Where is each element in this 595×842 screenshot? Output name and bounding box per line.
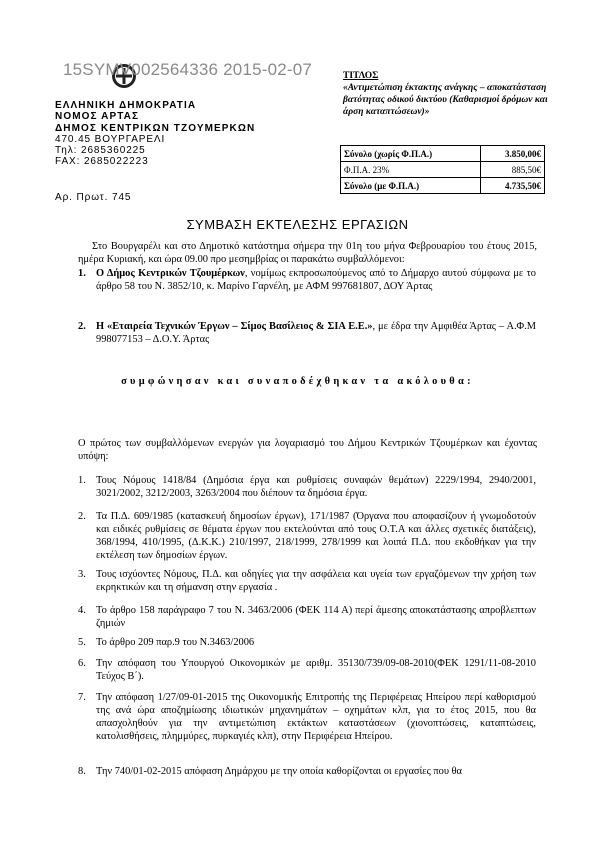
intro-paragraph: Στο Βουργαρέλι και στο Δημοτικό κατάστημα σήμερα την 01η του μήνα Φεβρουαρίου του έτους 2015, ημέρα Κυριακή, και ώρα 09.00 προ μεσημβρίας οι παρακάτω συμβαλλόμενοι: xyxy=(78,241,537,265)
issuer-phone: Τηλ: 2685360225 xyxy=(55,145,146,157)
issuer-municipality: ΔΗΜΟΣ ΚΕΝΤΡΙΚΩΝ ΤΖΟΥΜΕΡΚΩΝ xyxy=(55,122,256,134)
document-heading: ΣΥΜΒΑΣΗ ΕΚΤΕΛΕΣΗΣ ΕΡΓΑΣΙΩΝ xyxy=(186,217,409,232)
cost-label: Σύνολο (χωρίς Φ.Π.Α.) xyxy=(341,146,481,162)
cost-table xyxy=(340,145,545,194)
table-row xyxy=(341,146,545,162)
party-details: , νομίμως εκπροσωπούμενος από το Δήμαρχο αυτού σύμφωνα με το άρθρο 58 του Ν. 3852/10, κ. Μαρίνο Γαρνέλη, με ΑΦΜ 997681807, ΔΟΥ Άρτας xyxy=(96,268,536,292)
party-details: , με έδρα την Αμφιθέα Άρτας – Α.Φ.Μ 998077153 – Δ.Ο.Υ. Άρτας xyxy=(96,321,536,345)
party-item xyxy=(78,267,537,307)
party-item xyxy=(78,320,537,348)
list-text: Τους Νόμους 1418/84 (Δημόσια έργα και ρυθμίσεις συναφών θεμάτων) 2229/1994, 2940/2001, 3021/2002, 3212/2003, 3263/2004 που διέπουν τα δημόσια έργα. xyxy=(96,475,536,499)
list-text: Το άρθρο 209 παρ.9 του Ν.3463/2006 xyxy=(96,637,255,648)
list-item xyxy=(78,636,537,650)
agreement-line: συμφώνησαν και συναποδέχθηκαν τα ακόλουθα: xyxy=(121,376,474,387)
issuer-prefecture: ΝΟΜΟΣ ΑΡΤΑΣ xyxy=(55,111,140,123)
list-item xyxy=(78,765,537,779)
issuer-header xyxy=(55,100,255,168)
list-number: 1. xyxy=(78,475,86,486)
list-text: Την απόφαση του Υπουργού Οικονομικών με αριθμ. 35130/739/09-08-2010(ΦΕΚ 1291/11-08-2010 Τεύχος Β΄). xyxy=(96,658,536,682)
list-text: Τους ισχύοντες Νόμους, Π.Δ. και οδηγίες για την ασφάλεια και υγεία των εργαζόμενων την χρήση των εκρηκτικών και τη σήμανση στην εργασία . xyxy=(96,569,536,593)
protocol-number: Αρ. Πρωτ. 745 xyxy=(55,192,132,203)
lead-paragraph: Ο πρώτος των συμβαλλόμενων ενεργών για λογαριασμό του Δήμου Κεντρικών Τζουμέρκων και έχοντας υπόψη: xyxy=(78,438,537,462)
list-number: 4. xyxy=(78,605,86,616)
list-text: Την 740/01-02-2015 απόφαση Δημάρχου με την οποία καθορίζονται οι εργασίες που θα xyxy=(96,766,462,777)
list-number: 7. xyxy=(78,692,86,703)
list-item xyxy=(78,568,537,596)
list-item xyxy=(78,657,537,685)
table-row xyxy=(341,178,545,194)
cost-value: 3.850,00€ xyxy=(481,146,545,162)
party-text xyxy=(96,267,536,293)
list-number: 8. xyxy=(78,766,86,777)
list-item xyxy=(78,510,537,562)
list-number: 5. xyxy=(78,637,86,648)
document-stamp: 15SYMV002564336 2015-02-07 xyxy=(63,60,313,79)
title-text: «Αντιμετώπιση έκτακτης ανάγκης – αποκατάσταση βατότητας οδικού δικτύου (Καθαρισμοί δρόμων και άρση καταπτώσεων)» xyxy=(343,83,548,117)
table-row xyxy=(341,162,545,178)
cost-label: Φ.Π.Α. 23% xyxy=(341,162,481,178)
party-name: Η «Εταιρεία Τεχνικών Έργων – Σίμος Βασίλειος & ΣΙΑ Ε.Ε.» xyxy=(96,321,373,332)
list-number: 6. xyxy=(78,658,86,669)
cost-label: Σύνολο (με Φ.Π.Α.) xyxy=(341,178,481,194)
list-item xyxy=(78,474,537,502)
cost-value: 885,50€ xyxy=(481,162,545,178)
list-text: Το άρθρο 158 παράγραφο 7 του Ν. 3463/2006 (ΦΕΚ 114 Α) περί άμεσης αποκατάστασης απροβλεπτων ζημιών xyxy=(96,605,536,629)
title-label: ΤΙΤΛΟΣ xyxy=(343,71,379,81)
party-number: 1. xyxy=(78,268,86,279)
issuer-address: 470.45 ΒΟΥΡΓΑΡΕΛΙ xyxy=(55,133,166,145)
list-number: 3. xyxy=(78,569,86,580)
party-number: 2. xyxy=(78,321,86,332)
cost-value: 4.735,50€ xyxy=(481,178,545,194)
list-text: Την απόφαση 1/27/09-01-2015 της Οικονομικής Επιτροπής της Περιφέρειας Ηπείρου περί καθορισμού της ανά ώρα αποζημίωσης ιδιωτικών μηχανημάτων – οχημάτων κλπ, για το έτος 2015, που θα απασχοληθούν για την αντιμετώπιση εκτάκτων καταστάσεων (χιονοπτώσεις, καταπτώσεις, κατολισθήσεις, πλημμύρες, πυρκαγιές κλπ), στην Περιφέρεια Ηπείρου. xyxy=(96,692,536,742)
list-item xyxy=(78,604,537,632)
list-text: Τα Π.Δ. 609/1985 (κατασκευή δημοσίων έργων), 171/1987 (Όργανα που αποφασίζουν ή γνωμοδοτούν και ειδικές ρυθμίσεις σε θέματα έργων που εκτελούνται από τους Ο.Τ.Α και άλλες σχετικές διατάξεις), 368/1994, 410/1995, (Δ.Κ.Κ.) 210/1997, 218/1999, 278/1999 και λοιπά Π.Δ. που εκδοθήκαν για την εκτέλεση των δημοσίων έργων. xyxy=(96,511,536,561)
list-number: 2. xyxy=(78,511,86,522)
title-box xyxy=(343,70,548,118)
list-item xyxy=(78,691,537,757)
issuer-fax: FAX: 2685022223 xyxy=(55,156,149,168)
party-name: Ο Δήμος Κεντρικών Τζουμέρκων xyxy=(96,268,245,279)
party-text xyxy=(96,320,536,346)
issuer-country: ΕΛΛΗΝΙΚΗ ΔΗΜΟΚΡΑΤΙΑ xyxy=(55,100,197,111)
